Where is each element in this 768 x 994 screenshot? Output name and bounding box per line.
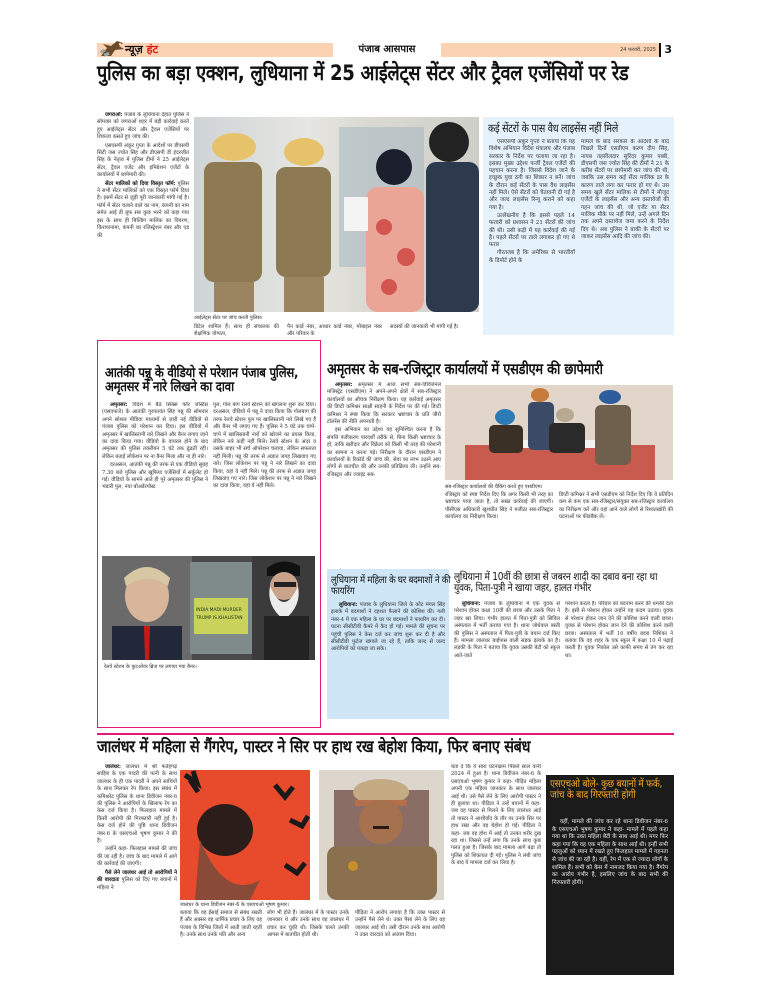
sho-bhushan-kumar-image <box>319 770 444 900</box>
sdm-photo-inspection <box>445 385 673 480</box>
firing-headline: लुधियाना में महिला के घर बदमाशों ने की फायरिंग <box>331 575 451 597</box>
subhead: पैसे लेने जालंधर आई तो आरोपियों ने की वारदातः <box>97 869 177 884</box>
paragraph: पुल, गोल बाग रेलवे स्टेशन को खंगलना शुरू कर दिया। दरअसल, वीडियो में पन्नू ने दावा किया कि गोलबाग की तरफ रेलवे स्टेशन पुल पर खालिस्तानी नारे लिखे गए हैं और बैनर भी लगाए गए हैं। पुलिस ने 5 घंटे तक चप्पे-चप्पे में खालिस्तानी नारों को खोजने का प्रयास किया, लेकिन नारे कहीं नहीं मिले। रेलवे स्टेशन के अंदर व उसके बाहर भी सर्च ऑपरेशन चलाया, लेकिन सफलता नहीं मिली। पन्नू की तरफ से अज्ञात जगह लिखवाए गए नारे। जिस लोकेशन पर पन्नू ने नारे लिखने का दावा किया, वहां ये नहीं मिले। पन्नू की तरफ से अज्ञात जगह लिखवाए गए नारे। जिस लोकेशन पर पन्नू ने नारे लिखने का दावा किया, वहां ये नहीं मिले। <box>213 402 316 490</box>
paragraph: उन्होंने कहा- फिलहाल मामले की जांच की जा रही है। जांच के बाद मामले में आगे की कार्रवाई की जाएगी। <box>97 846 177 868</box>
sdm-headline: अमृतसर के सब-रजिस्ट्रार कार्यालयों में एसडीएम की छापेमारी <box>327 360 603 378</box>
lead-photo-caption: आईलेट्स सेंटर पर जांच करती पुलिस। <box>194 315 263 321</box>
jalandhar-column-3: लोग भी होते हैं। जालंधर में के पास्टर उनके जानकार थे और उनके साथ वह जालंधर में प्रचार कर चुकी थी। जिसके चलते उनकी आपस में बातचीत होती थी। <box>267 910 349 939</box>
student-column-2 <box>565 601 673 711</box>
dateline: अमृतसर: <box>335 382 353 388</box>
jalandhar-column-5 <box>451 764 541 974</box>
firing-story-box <box>327 569 449 719</box>
paragraph: पंजाब के लुधियाना देहात पुलिस ने सोमवार को जगराओं शहर में बड़ी कार्रवाई करते हुए आईलेट्स सेंटर और ट्रैवल एजेंसियों पर शिकंजा कसते हुए जांच की। <box>97 112 189 141</box>
jalandhar-photo-caption: जालंधर के थाना डिवीजन नंबर-6 के एसएचओ भूषण कुमार। <box>180 902 289 908</box>
logo-word-news: न्यूज़ <box>125 43 143 56</box>
paragraph: अमृतसर में आज सभी सब-डिविजनल मजिस्ट्रेट (एसडीएम) ने अपने-अपने क्षेत्रों में सब-रजिस्ट्रार कार्यालयों का औचक निरीक्षण किया। यह कार्रवाई अमृतसर की डिप्टी कमिश्नर साक्षी साहनी के निर्देश पर की गई। डिप्टी कमिश्नर ने स्पष्ट किया कि सरकार भ्रष्टाचार के प्रति जीरो टॉलरेंस की नीति अपनाती है। <box>327 382 441 426</box>
paragraph: गौरतलब है कि अमेरिका से भारतीयों के डिपोर्ट होने के <box>489 250 575 264</box>
masthead <box>97 43 674 57</box>
paragraph: दरअसल, आतंकी पन्नू की तरफ से एक वीडियो सुबह 7.30 बजे पुलिस और खुफिया एजेंसियों में सर्कुलेट हो गई। वीडियो के सामने आते ही पूरे अमृतसर की पुलिस ने भंडारी पुल, नया बोअर्डरपोस्ट <box>102 462 208 491</box>
sdm-column-3: डिप्टी कमिश्नर ने सभी एसडीएम को निर्देश दिए कि वे प्रतिदिन कम से कम एक सब-रजिस्ट्रार/संयुक्त सब-रजिस्ट्रार कार्यालय का निरीक्षण करें और वहां आने वाले लोगों से रिश्वतखोरी की घटनाओं पर फीडबैक लें। <box>559 492 673 521</box>
logo-wordmark <box>125 43 158 57</box>
banner-line-1: INDIA MADI MURDER <box>196 608 242 613</box>
paragraph: पुलिस ने सभी सेंटर मालिकों को एक विस्तृत फॉर्म दिया है। इसमें सेंटर से जुड़ी पूरी जानकारी मांगी गई है। फॉर्म में सेंटर चलाने वाले का नाम, कंपनी का नाम समेत आई डी प्रूफ सब कुछ भरने को कहा गया इस के साथ ही बिल्डिंग मालिक का विवरण, किरायानामा, कंपनी का रजिस्ट्रेशन नंबर और एड की <box>97 180 189 239</box>
dateline: जालंधर: <box>105 764 121 770</box>
subhead: सेंटर मालिकों को दिया विस्तृत फॉर्म: <box>105 180 176 187</box>
pannu-video-photo <box>102 556 315 660</box>
paragraph: परेशान करता है। परिवार को बदनाम करने की धमकी देता है। इसी से परेशान होकर उन्होंने यह कदम उठाया। युवक से परेशान होकर जान देने की कोशिश करने वाली छात्रा। युवक से परेशान होकर जान देने की कोशिश करने वाली छात्रा। अस्पताल में भर्ती 16 वर्षीय छात्रा निशिका ने बताया कि वह शहर के एक स्कूल में कक्षा 10 में पढ़ाई करती है। युवक निकोल उसे काफी समय से तंग कर रहा था। <box>565 601 673 659</box>
paragraph: विदेश में बैठे सिख्स फॉर जस्टिस (एसएफजे) के आतंकी गुरपतवंत सिंह पन्नू की सोमवार अपने सोशल मीडिया माध्यमों से जारी नई वीडियो से पंजाब पुलिस को परेशान कर दिया। इस वीडियो में अमृतसर में खालिस्तानी नारे लिखने और बैनर लगाए जाने का दावा किया गया। वीडियो के वायरल होने के बाद अमृतसर की पुलिस तकरीबन 5 घंटे तक ढूंढती रही। लेकिन बताई लोकेशन पर ना बैनर मिला और ना ही नारे। <box>102 402 208 460</box>
jalandhar-column-1 <box>97 764 177 974</box>
jalandhar-column-4: पीड़िता ने आरोप लगाया है कि उक्त पास्टर से उन्होंने पैसे लेने थे। उक्त पैसा लेने के लिए वह जालंधर आई थी। उसी दौरान उनके साथ आरोपी ने उक्त वारदात को अंजाम दिया। <box>355 910 445 939</box>
student-headline: लुधियाना में 10वीं की छात्रा से जबरन शादी का दबाव बना रहा था युवक, पिता-पुत्री ने खाया जहर, हालत गंभीर <box>454 571 658 595</box>
dateline: अमृतसर: <box>110 402 128 408</box>
dateline: जगराओं: <box>105 112 123 118</box>
dateline: लुधियाना: <box>462 601 481 607</box>
student-column-1 <box>454 601 560 711</box>
paragraph: जालंधर में श्री फतेहगढ़ साहिब के एक पादरी की पत्नी के साथ जालंधर के ही एक पादरी ने अपने साथियों के साथ मिलकर रेप किया। इस संबंध में कमिश्नरेट पुलिस के थाना डिवीजन नंबर-6 की पुलिस ने आरोपियों के खिलाफ रेप का केस दर्ज किया है। फिलहाल मामले में किसी आरोपी की गिरफ्तारी नहीं हुई है। केस दर्ज होने की पुष्टि थाना डिवीजन नंबर-6 के एसएचओ भूषण कुमार ने की है। <box>97 764 177 845</box>
dateline: लुधियाना: <box>339 602 358 608</box>
sidebar-column-1 <box>489 139 575 333</box>
jalandhar-column-2: बताया कि वह ईसाई समाज से संबंध रखती हैं और अक्सर वह धार्मिक प्रचार के लिए वह पंजाब के विभिन्न जिलों में आती जाती रहती है। उनके साथ उनके पति और अन्य <box>180 910 262 939</box>
logo-word-hunt: हंट <box>146 43 159 56</box>
sho-statement-box <box>546 775 674 975</box>
paragraph: पुलिस को दिए गए बयानों में महिला ने <box>97 877 177 891</box>
lead-headline: पुलिस का बड़ा एक्शन, लुधियाना में 25 आईलेट्स सेंटर और ट्रैवल एजेंसियों पर रेड <box>97 61 629 85</box>
police-officers-image <box>194 117 479 312</box>
lead-story-bottom-column-2: पैन कार्ड नंबर, आधार कार्ड नंबर, मोबाइल नंबर और परिवार के <box>287 324 382 338</box>
paragraph: मामले के बाद सरकार के आदेशों के बाद पिछले दिनों एसडीएम करण दीप सिंह, नायब तहसीलदार सुरिंदर कुमार पब्बी, डीएसपी जस ज्योत सिंह की टीमों ने 21 के करीब सेंटरों पर छापेमारी कर जांच की थी, जबकि उस समय कई सेंटर मालिक डर के कारण ताले लगा कर फरार हो गए थे। उस समय खुले सेंटर मालिक से टीमों ने मौजूद एजेंटों के लाइसेंस और अन्य दस्तावेजों की गहन जांच की थी, जो एजेंट या सेंटर मालिक मौके पर नहीं मिले, उन्हें अगले दिन तक अपने दस्तावेज जमा करने के निर्देश दिए थे। अब पुलिस ने बाकी के सेंटरों पर जाकर लाइसेंस आदि की जांच की। <box>581 139 669 240</box>
paragraph: पंजाब के लुधियाना जिले के कोट मंगल सिंह इलाके में बदमाशों ने दहशत फैलाने की कोशिश की। गली नंबर-4 में एक महिला के घर पर बदमाशों ने फायरिंग कर दी। घटना सीसीटीवी कैमरे में कैद हो गई। मामले की सूचना पर पहुंची पुलिस ने केस दर्ज कर जांच शुरू कर दी है और सीसीटीवी फुटेज खंगाले जा रहे हैं, ताकि जल्द से जल्द आरोपियों को पकड़ा जा सके। <box>331 602 445 653</box>
sho-statement-headline: एसएचओ बोले- कुछ बयानों में फर्क, जांच के बाद गिरफ्तारी होगी <box>550 778 663 802</box>
sdm-officers-image <box>445 385 673 480</box>
firing-body <box>331 602 445 655</box>
sidebar-column-2 <box>581 139 669 333</box>
pannu-photo-caption: रेलवे स्टेशन के फुटओवर ब्रिज पर लगाया गया बैनर। <box>104 664 197 670</box>
paragraph: वहीं, मामले की जांच कर रहे थाना डिवीजन नंबर-6 के एसएचओ भूषण कुमार ने कहा- मामले में पहले कहा गया था कि उक्त महिला बेटी के साथ आई थी। मगर फिर कहा गया कि वह एक महिला के साथ आई थी। इन्हीं सभी पहलुओं को ध्यान में रखते हुए फिलहाल मामले में गहनता से जांच की जा रही है। वहीं, रेप में एक से ज्यादा लोगों के शामिल हैं। सभी को केस में नामजद किया गया है। गैंगरेप का आरोप गंभीर है, इसलिए जांच के बाद सभी की गिरफ्तारी होगी। <box>552 819 668 886</box>
pannu-video-still-image <box>102 556 315 660</box>
sho-portrait-photo <box>319 770 444 900</box>
paragraph: पंजाब के लुधियाना में एक युवक से परेशान होकर कक्षा 10वीं की छात्रा और उसके पिता ने जहर खा लिया। गंभीर हालत में पिता-पुत्री को सिविल अस्पताल में भर्ती कराया गया है। थाना जोधेवाल बस्ती की पुलिस ने अस्पताल में पिता-पुत्री के बयान दर्ज किए हैं। मामला जालंधर बाईपास वाली सड़क इलाके का है। लड़की के पिता ने बताया कि युवक उसकी बेटी को स्कूल आते-जाते <box>454 601 560 659</box>
eagle-logo-icon <box>99 40 125 58</box>
sdm-column-2: रजिस्ट्रार को स्पष्ट निर्देश दिए कि अगर किसी भी तरह का भ्रष्टाचार पाया जाता है, तो सख्त कार्रवाई की जाएगी। पीसीएस अधिकारी खुशप्रीत सिंह ने मजीठा सब-रजिस्ट्रार कार्यालय का निरीक्षण किया। <box>445 492 553 521</box>
paragraph: एसएसपी अंकुर गुप्ता ने बताया कि यह विशेष अभियान विदेश मंत्रालय और पंजाब सरकार के निर्देश पर चलाया जा रहा है। इसका मुख्य उद्देश्य फर्जी ट्रैवल एजेंटों की पहचान करना है। जिससे विदेश जाने के इच्छुक युवा ठगी का शिकार न बनें। जांच के दौरान कई सेंटरों के पास वैध लाइसेंस नहीं मिले। ऐसे सेंटरों को चेतावनी दी गई है और जल्द लाइसेंस रिन्यू कराने को कहा गया है। <box>489 139 575 211</box>
newspaper-page <box>97 40 674 940</box>
page-number: 3 <box>659 43 672 57</box>
section-title: पंजाब आसपास <box>335 43 439 57</box>
paragraph: इस अभियान का उद्देश्य यह सुनिश्चित करना है कि संपत्ति पंजीकरण पारदर्शी तरीके से, बिना किसी भ्रष्टाचार के हो, ताकि खरीदार और विक्रेता को किसी भी तरह की परेशानी का सामना न करना पड़े। निरीक्षण के दौरान एसडीएम ने कार्यालयों के रिकॉर्ड की जांच की, सेवा का लाभ उठाने आए लोगों से बातचीत की और उनकी प्रतिक्रिया ली। उन्होंने सब-रजिस्ट्रार और ज्वाइंट सब- <box>327 427 441 478</box>
pannu-headline: आतंकी पन्नू के वीडियो से परेशान पंजाब पुलिस, अमृतसर में नारे लिखने का दावा <box>105 365 299 396</box>
lead-story-bottom-column-1: डिटेल शामिल हैं। साथ ही संचालक की शैक्षणिक योग्यता, <box>194 324 279 338</box>
sidebar-box-license <box>483 117 674 335</box>
paragraph: एसएसपी अंकुर गुप्ता के आदेशों पर डीएसपी सिटी जस ज्योत सिंह और डीएसपी डी इंदरजीत सिंह के नेतृत्व में पुलिस टीमों ने 25 आईलेट्स सेंटर, ट्रैवल एजेंट और इमिग्रेशन एजेंटों के कार्यालयों में छापेमारी की। <box>97 142 189 179</box>
victim-illustration-image <box>180 770 310 900</box>
lead-story-bottom-column-3: सदस्यों की जानकारी भी मांगी गई है। <box>390 324 459 330</box>
sidebar-headline: कई सेंटरों के पास वैध लाइसेंस नहीं मिले <box>488 121 618 135</box>
issue-date: 24 फरवरी, 2025 <box>620 47 656 53</box>
section-divider <box>97 733 674 735</box>
pannu-column-2 <box>213 402 316 552</box>
sdm-photo-caption: सब-रजिस्ट्रार कार्यालयों की चैकिंग करते हुए एसडीएम। <box>445 484 543 490</box>
jalandhar-headline: जालंधर में महिला से गैंगरेप, पास्टर ने सिर पर हाथ रख बेहोश किया, फिर बनाए संबंध <box>97 737 531 756</box>
banner-line-2: TRUMP IS KHALISTAN <box>196 616 243 621</box>
lead-photo-police-inspection <box>194 117 479 312</box>
sho-statement-body <box>552 819 668 888</box>
lead-story-column-1 <box>97 112 189 322</box>
paragraph: उल्लेखनीय है कि इससे पहले 14 फरवरी को प्रशासन ने 21 सेंटरों की जांच की थी। उसी कड़ी में यह कार्रवाई की गई है। पहले सेंटरों पर ताले लगाकर हो गए थे फरार <box>489 212 575 249</box>
sdm-column-1 <box>327 382 441 560</box>
paragraph: बता दें कि ये सारा घटनाक्रम पिछले साल यानी 2024 में हुआ है। थाना डिवीजन नंबर-6 के एसएचओ भूषण कुमार ने कहा- पीड़ित महिला अपनी एक महिला जानकार के साथ जालंधर आई थी। उसे पैसे लेने के लिए आरोपी पास्टर ने ही बुलाया था। पीड़िता ने उन्हें बयानों में कहा- जब वह पास्टर से मिलने के लिए जालंधर आई तो पास्टर ने आशीर्वाद के तौर पर उनके सिर पर हाथ रखा और वह बेहोश हो गई। पीड़िता ने कहा- जब वह होश में आई तो उनका शरीर दुख रहा था। जिससे उन्हें लगा कि उनके साथ कुछ गलत हुआ है। जिसके बाद मामला आगे बढ़ा तो पुलिस को शिकायत दी गई। पुलिस ने लंबी जांच के बाद ये मामला दर्ज कर लिया है। <box>451 764 541 867</box>
jalandhar-illustration-photo <box>180 770 310 900</box>
pannu-column-1 <box>102 402 208 552</box>
